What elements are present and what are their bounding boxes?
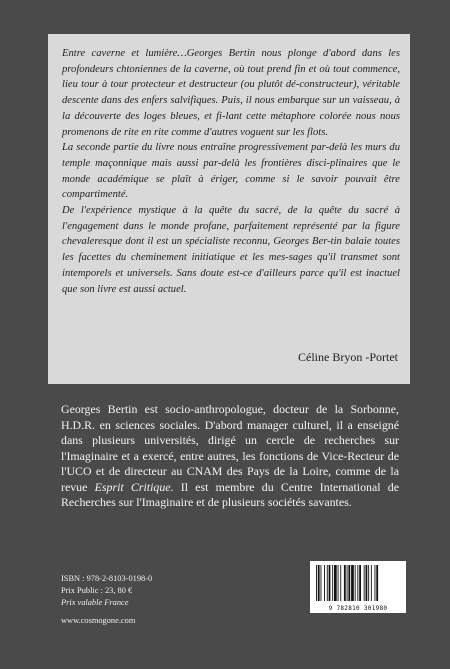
- review-paragraph-3: De l'expérience mystique à la quête du sacré, de la quête du sacré à l'engagement dans le monde profane, parfaitement représenté par la figure chevaleresque dont il est un spécialiste reconnu, Georges Ber-tin balaie toutes les facettes du cheminement initiatique et les mes-sages qu'il transmet sont intemporels et universels. Sans doute est-ce d'ailleurs parce qu'il est inactuel que son livre est aussi actuel.: [62, 205, 400, 295]
- isbn-label: ISBN : 978-2-8103-0198-0: [61, 574, 153, 583]
- author-bio: [61, 402, 399, 511]
- barcode-bars-icon: [310, 561, 406, 605]
- author-bio-text-2: . Il est membre du Centre International de Recherches sur l'Imaginaire et de plusieurs sociétés savantes.: [61, 479, 399, 509]
- publication-info: [61, 573, 152, 627]
- publisher-website: www.cosmogone.com: [61, 616, 136, 625]
- isbn-barcode: [310, 561, 406, 613]
- review-panel: [48, 34, 410, 384]
- author-bio-text-1: Georges Bertin est socio-anthropologue, docteur de la Sorbonne, H.D.R. en sciences sociales. D'abord manager culturel, il a enseigné dans plusieurs universités, dirigé un cercle de recherches sur l'Imaginaire et a exercé, entre autres, les fonctions de Vice-Recteur de l'UCO et de directeur au CNAM des Pays de la Loire, comme de la revue: [61, 402, 399, 494]
- review-quote: [62, 46, 400, 297]
- journal-title: Esprit Critique: [94, 479, 171, 494]
- price-label: Prix Public : 23, 80 €: [61, 586, 133, 595]
- barcode-digits: 9 782810 301980: [328, 605, 388, 612]
- price-note: Prix valable France: [61, 598, 129, 607]
- review-paragraph-2: La seconde partie du livre nous entraîne progressivement par-delà les murs du temple maçonnique mais aussi par-delà les frontières disci-plinaires que le monde académique se plaît à ériger, comme si le savoir pouvait être compartimenté.: [62, 142, 400, 201]
- review-signature: Céline Bryon -Portet: [298, 350, 398, 364]
- review-paragraph-1: Entre caverne et lumière…Georges Bertin nous plonge d'abord dans les profondeurs chtoniennes de la caverne, où tout prend fin et où tout commence, lieu tour à tour protecteur et destructeur (ou plutôt dé-constructeur), véritable descente dans des enfers salvifiques. Puis, il nous embarque sur un vaisseau, à la découverte des loges bleues, et fi-lant cette métaphore colorée nous nous promenons de rite en rite comme d'autres voguent sur les flots.: [62, 48, 400, 138]
